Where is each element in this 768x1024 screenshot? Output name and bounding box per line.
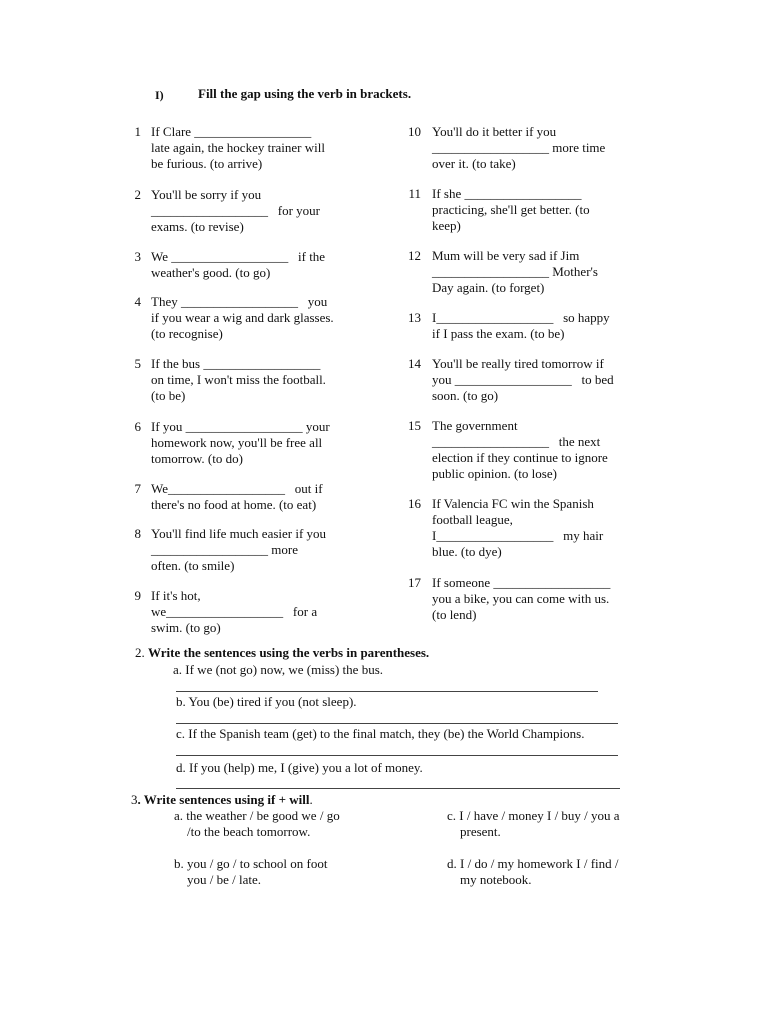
item-number: 2: [134, 187, 141, 202]
item-text-line: If the bus __________________: [151, 356, 321, 371]
item-text-line: They __________________ you: [151, 294, 328, 309]
section-2-question-b: b. You (be) tired if you (not sleep).: [176, 694, 357, 709]
item-text-line: If someone __________________: [432, 575, 611, 590]
item-number: 6: [134, 419, 141, 434]
item-number: 9: [134, 588, 141, 603]
item-text[interactable]: [151, 294, 351, 342]
item-text-line: blue. (to dye): [432, 544, 502, 559]
item-text-line: you __________________ to bed: [432, 372, 614, 387]
section-3-item-c-line2: present.: [447, 824, 501, 839]
item-text-line: be furious. (to arrive): [151, 156, 263, 171]
item-text-line: __________________ more time: [432, 140, 606, 155]
item-text[interactable]: [432, 248, 642, 296]
item-number: 16: [408, 496, 421, 511]
item-text-line: __________________ Mother's: [432, 264, 598, 279]
item-number: 7: [134, 481, 141, 496]
answer-line-b[interactable]: [176, 723, 618, 724]
answer-line-a[interactable]: [176, 691, 598, 692]
item-number: 1: [134, 124, 141, 139]
item-text-line: football league,: [432, 512, 513, 527]
item-text-line: (to recognise): [151, 326, 223, 341]
section-3-item-c: [447, 808, 620, 840]
section-3-item-c-line1: c. I / have / money I / buy / you a: [447, 808, 620, 823]
section-3-title: . Write sentences using if + will: [137, 792, 310, 807]
item-text[interactable]: [432, 496, 642, 560]
section-2-question-c: c. If the Spanish team (get) to the final match, they (be) the World Champions.: [176, 726, 585, 741]
answer-line-d[interactable]: [176, 788, 620, 789]
section-3-title-tail: .: [309, 792, 313, 807]
section-3-item-b-line2: you / be / late.: [174, 872, 262, 887]
item-text-line: you a bike, you can come with us.: [432, 591, 610, 606]
item-text-line: over it. (to take): [432, 156, 516, 171]
item-text-line: You'll find life much easier if you: [151, 526, 327, 541]
item-number: 14: [408, 356, 421, 371]
item-text-line: weather's good. (to go): [151, 265, 271, 280]
item-number: 8: [134, 526, 141, 541]
item-number: 10: [408, 124, 421, 139]
item-number: 11: [408, 186, 421, 201]
item-text[interactable]: [151, 419, 351, 467]
answer-line-c[interactable]: [176, 755, 618, 756]
item-number: 4: [134, 294, 141, 309]
item-text-line: there's no food at home. (to eat): [151, 497, 317, 512]
item-text-line: __________________ the next: [432, 434, 601, 449]
item-text-line: (to be): [151, 388, 186, 403]
item-text-line: Day again. (to forget): [432, 280, 545, 295]
item-text[interactable]: [151, 356, 351, 404]
item-text[interactable]: [151, 249, 351, 281]
item-text-line: keep): [432, 218, 461, 233]
item-text-line: (to lend): [432, 607, 477, 622]
item-text-line: homework now, you'll be free all: [151, 435, 323, 450]
item-text-line: practicing, she'll get better. (to: [432, 202, 590, 217]
item-number: 3: [134, 249, 141, 264]
item-text-line: I__________________ so happy: [432, 310, 610, 325]
item-text[interactable]: [151, 526, 351, 574]
section-3-item-d-line1: d. I / do / my homework I / find /: [447, 856, 619, 871]
section-3-item-b-line1: b. you / go / to school on foot: [174, 856, 328, 871]
item-text-line: we__________________ for a: [151, 604, 318, 619]
item-text-line: if I pass the exam. (to be): [432, 326, 565, 341]
item-text-line: I__________________ my hair: [432, 528, 604, 543]
section-1-number: I): [155, 88, 164, 102]
item-text-line: You'll do it better if you: [432, 124, 557, 139]
item-text[interactable]: [432, 310, 642, 342]
item-text[interactable]: [432, 356, 642, 404]
item-text-line: if you wear a wig and dark glasses.: [151, 310, 334, 325]
section-2-heading: [135, 645, 429, 661]
item-text-line: You'll be really tired tomorrow if: [432, 356, 604, 371]
section-3-item-a-line2: /to the beach tomorrow.: [174, 824, 311, 839]
item-text-line: soon. (to go): [432, 388, 499, 403]
item-text-line: If Clare __________________: [151, 124, 312, 139]
section-3-heading: [131, 792, 313, 808]
item-number: 17: [408, 575, 421, 590]
item-text-line: on time, I won't miss the football.: [151, 372, 326, 387]
item-text[interactable]: [151, 481, 351, 513]
item-text-line: exams. (to revise): [151, 219, 244, 234]
item-text[interactable]: [432, 575, 642, 623]
section-3-item-a: [174, 808, 340, 840]
item-text-line: swim. (to go): [151, 620, 221, 635]
item-text-line: Mum will be very sad if Jim: [432, 248, 580, 263]
item-text-line: __________________ more: [151, 542, 298, 557]
item-text[interactable]: [151, 588, 351, 636]
item-text-line: If you __________________ your: [151, 419, 330, 434]
item-text-line: You'll be sorry if you: [151, 187, 262, 202]
section-2-number: 2.: [135, 645, 145, 660]
section-3-number: 3: [131, 792, 138, 807]
item-number: 5: [134, 356, 141, 371]
section-3-item-d: [447, 856, 619, 888]
item-text[interactable]: [432, 418, 642, 482]
item-text-line: tomorrow. (to do): [151, 451, 243, 466]
item-text-line: often. (to smile): [151, 558, 235, 573]
item-text[interactable]: [151, 124, 351, 172]
item-number: 15: [408, 418, 421, 433]
section-2-question-a: a. If we (not go) now, we (miss) the bus.: [173, 662, 383, 677]
item-text-line: If it's hot,: [151, 588, 201, 603]
item-number: 13: [408, 310, 421, 325]
item-number: 12: [408, 248, 421, 263]
item-text-line: If Valencia FC win the Spanish: [432, 496, 594, 511]
item-text-line: __________________ for your: [151, 203, 320, 218]
section-2-question-d: d. If you (help) me, I (give) you a lot of money.: [176, 760, 423, 775]
section-3-item-a-line1: a. the weather / be good we / go: [174, 808, 340, 823]
item-text-line: election if they continue to ignore: [432, 450, 608, 465]
item-text[interactable]: [151, 187, 351, 235]
item-text-line: The government: [432, 418, 518, 433]
item-text-line: public opinion. (to lose): [432, 466, 557, 481]
section-1-title: Fill the gap using the verb in brackets.: [198, 86, 412, 101]
item-text[interactable]: [432, 124, 642, 172]
item-text-line: If she __________________: [432, 186, 582, 201]
section-3-item-b: [174, 856, 327, 888]
item-text-line: We __________________ if the: [151, 249, 326, 264]
section-2-title: Write the sentences using the verbs in parentheses.: [148, 645, 430, 660]
item-text[interactable]: [432, 186, 642, 234]
section-3-item-d-line2: my notebook.: [447, 872, 532, 887]
item-text-line: We__________________ out if: [151, 481, 323, 496]
item-text-line: late again, the hockey trainer will: [151, 140, 325, 155]
